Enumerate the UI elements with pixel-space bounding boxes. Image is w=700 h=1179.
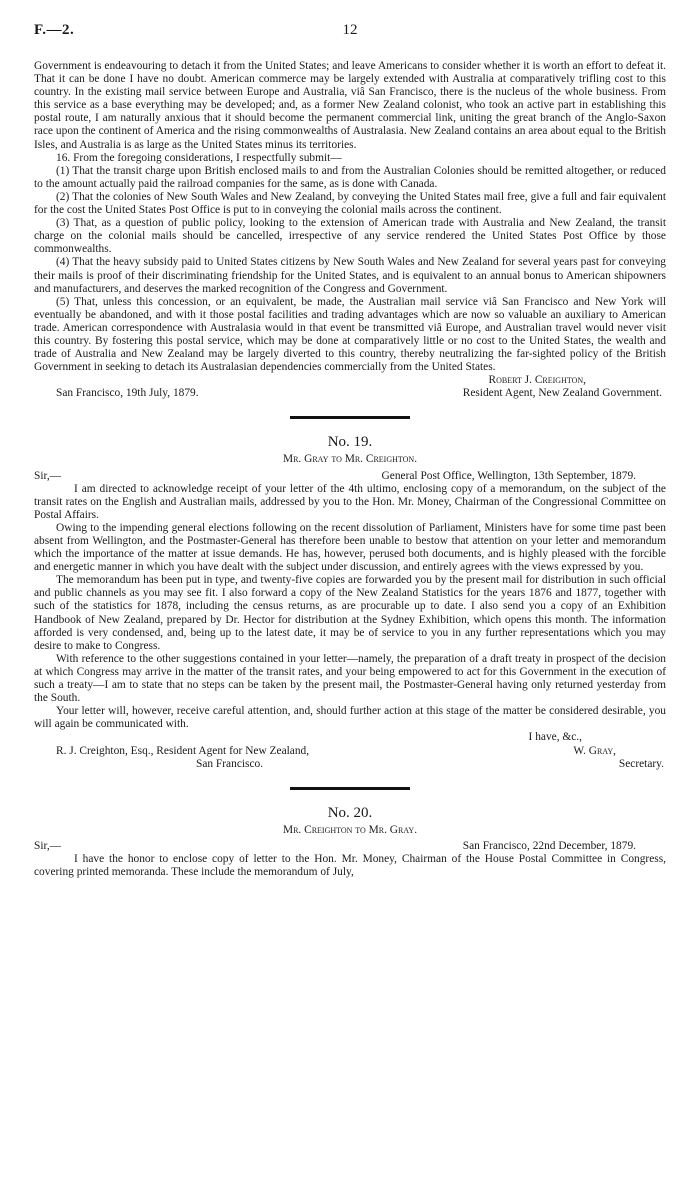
item-3: (3) That, as a question of public policy, looking to the extension of American trade with Australia and New Zealand, the transit charge on the colonial mails should be cancelled, irrespective of any service rendered the United States Post Office by those commonwealths.: [34, 217, 666, 256]
letter-19-addressee: [56, 745, 309, 771]
place-date: San Francisco, 19th July, 1879.: [56, 387, 199, 400]
signature-title: Resident Agent, New Zealand Government.: [462, 387, 662, 400]
letter-20-heading: [34, 840, 666, 853]
letter-19-dateline: General Post Office, Wellington, 13th September, 1879.: [381, 469, 636, 482]
letter-19-closing: I have, &c.,: [528, 731, 582, 744]
addressee-line-2: San Francisco.: [196, 757, 264, 770]
paragraph-16: 16. From the foregoing considerations, I respectfully submit—: [56, 151, 342, 164]
paragraph-intro: Government is endeavouring to detach it from the United States; and leave Americans to consider whether it is worth an effort to defeat it. That it can be done I have no doubt. American commerce may be largely extended with Australia at comparatively trifling cost to this country. In the existing mail service between Europe and Australia, viâ San Francisco, there is the nucleus of the whole business. From this service as a base everything may be developed; and, as a former New Zealand colonist, who took an active part in establishing this postal route, I am naturally anxious that it should become the permanent commercial link, uniting the great branch of the Anglo-Saxon race upon the continent of America and the rising commonwealths of Australasia. New Zealand contains an area about equal to the British Isles, and Australia is as large as the United States minus its territories.: [34, 60, 666, 151]
letter-20-number: No. 20.: [327, 804, 373, 821]
letter-19-sender: [573, 745, 666, 771]
page-header: [34, 0, 666, 58]
letter-19-heading: [34, 470, 666, 483]
section-divider-2: [290, 787, 410, 790]
letter-19-paragraph-5: Your letter will, however, receive careful attention, and, should further action at this stage of the matter be considered desirable, you will again be communicated with.: [34, 705, 666, 731]
item-2: (2) That the colonies of New South Wales and New Zealand, by conveying the United States mail free, give a full and fair equivalent for the cost the United States Post Office is put to in conveying the colonial mails across the continent.: [34, 190, 666, 217]
item-5: (5) That, unless this concession, or an equivalent, be made, the Australian mail service viâ San Francisco and New York will eventually be abandoned, and with it those postal facilities and trading advantages which are now so valuable an auxiliary to American trade. American correspondence with Australasia would in that event be transmitted viâ Europe, and Australian travel would never visit this country. By fostering this postal service, which may be done at comparatively little or no cost to the United States, the wealth and trade of Australia and New Zealand may be largely diverted to this country, thereby neutralizing the far-sighted policy of the British Government in seeking to detach its Australasian dependencies commercially from the United States.: [34, 295, 666, 374]
letter-19-paragraph-2: Owing to the impending general elections following on the recent dissolution of Parliament, Ministers have for some time past been absent from Wellington, and the Postmaster-General has therefore been unable to bestow that attention on your letter and memorandum which the importance of the matter at issue demands. He has, however, perused both documents, and is highly pleased with the forcible and energetic manner in which you have dealt with the subject under discussion, and entirely agrees with the views expressed by you.: [34, 521, 666, 574]
signature-name: Robert J. Creighton,: [488, 374, 586, 387]
sender-name: W. Gray,: [573, 744, 616, 757]
letter-19-subject: Mr. Gray to Mr. Creighton.: [282, 453, 418, 466]
document-code: F.—2.: [34, 22, 75, 38]
letter-19-paragraph-4: With reference to the other suggestions contained in your letter—namely, the preparation of a draft treaty in prospect of the decision at which Congress may arrive in the matter of the transit rates, and your being empowered to act for this Government in the execution of such a treaty—I am to state that no steps can be taken by the present mail, the Postmaster-General having only returned yesterday from the South.: [34, 652, 666, 705]
letter-20-subject: Mr. Creighton to Mr. Gray.: [282, 823, 418, 836]
letter-20-salutation: Sir,—: [34, 839, 62, 852]
letter-20-paragraph-1: I have the honor to enclose copy of letter to the Hon. Mr. Money, Chairman of the House Postal Committee in Congress, covering printed memoranda. These include the memorandum of July,: [34, 852, 666, 878]
letter-20-dateline: San Francisco, 22nd December, 1879.: [462, 839, 636, 852]
sender-title: Secretary.: [618, 757, 664, 770]
letter-19-number: No. 19.: [327, 434, 373, 451]
letter-19-paragraph-3: The memorandum has been put in type, and twenty-five copies are forwarded you by the present mail for distribution in such official and public channels as you may see fit. I also forward a copy of the New Zealand Statistics for the years 1876 and 1877, together with such of the statistics for 1878, including the census returns, as are procurable up to date. I also send you a copy of an Exhibition Handbook of New Zealand, prepared by Dr. Hector for distribution at the Sydney Exhibition, which opens this month. The information afforded is very condensed, and, being up to the latest date, it may be of service to you in any further representations which you may desire to make to Congress.: [34, 574, 666, 652]
letter-19-salutation: Sir,—: [34, 469, 62, 482]
page-body: [34, 60, 666, 879]
item-4: (4) That the heavy subsidy paid to United States citizens by New South Wales and New Zealand for several years past for conveying their mails is proof of their discriminating friendship for the United States, and is equivalent to an annual bonus to American shipowners and manufacturers, and deserves the marked recognition of the Congress and Government.: [34, 256, 666, 295]
section-divider: [290, 416, 410, 419]
signature-block: [34, 387, 666, 400]
addressee-line-1: R. J. Creighton, Esq., Resident Agent for New Zealand,: [56, 744, 310, 757]
item-1: (1) That the transit charge upon British enclosed mails to and from the Australian Colonies should be remitted altogether, or reduced to the amount actually paid the railroad companies for the same, as is done with Canada.: [34, 164, 666, 190]
letter-19-paragraph-1: I am directed to acknowledge receipt of your letter of the 4th ultimo, enclosing copy of a memorandum, on the subject of the transit rates on the English and Australian mails, addressed by you to the Hon. Mr. Money, Chairman of the Congressional Committee on Postal Affairs.: [34, 482, 666, 521]
page-number: 12: [342, 22, 358, 38]
letter-19-footer: [34, 745, 666, 771]
